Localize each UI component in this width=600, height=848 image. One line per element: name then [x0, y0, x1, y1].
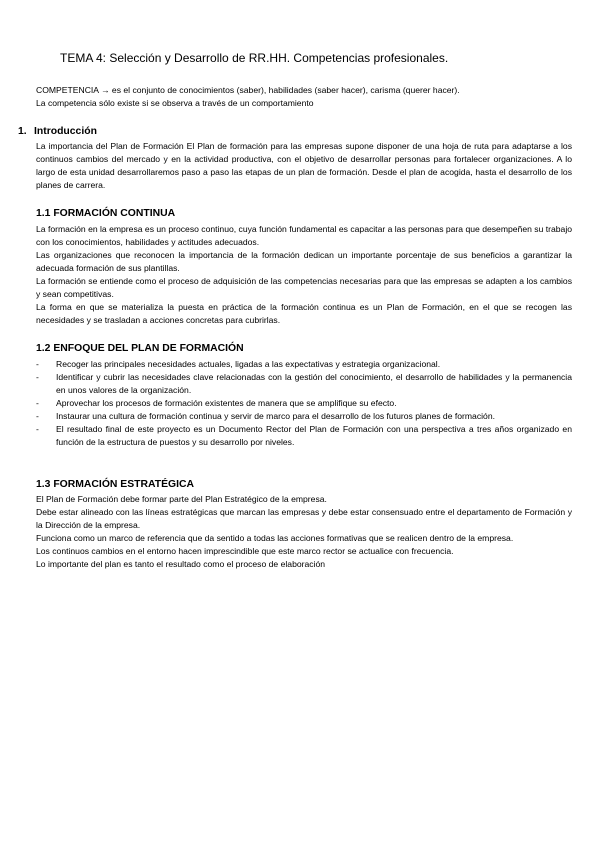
section-heading-text: Introducción	[34, 126, 97, 137]
formacion-estrategica-heading: 1.3 FORMACIÓN ESTRATÉGICA	[36, 479, 194, 490]
competencia-note: La competencia sólo existe si se observa a través de un comportamiento	[36, 98, 314, 108]
paragraph: La formación se entiende como el proceso de adquisición de las competencias necesarias para que las empresas se adapten a los cambios y sean competitivas.	[36, 276, 572, 299]
bullet-dash: -	[36, 398, 39, 408]
bullet-dash: -	[36, 372, 39, 382]
paragraph: La formación en la empresa es un proceso continuo, cuya función fundamental es capacitar a las personas para que desempeñen su trabajo con los conocimientos, habilidades y actitudes adecuados.	[36, 224, 573, 247]
competencia-definition	[36, 84, 576, 110]
bullet-dash: -	[36, 359, 39, 369]
list-item: - Instaurar una cultura de formación continua y servir de marco para el desarrollo de los futuros planes de formación.	[36, 411, 495, 421]
enfoque-plan-heading: 1.2 ENFOQUE DEL PLAN DE FORMACIÓN	[36, 343, 244, 354]
list-item: - Recoger las principales necesidades actuales, ligadas a las expectativas y estrategia organizacional.	[36, 359, 441, 369]
paragraph: Las organizaciones que reconocen la importancia de la formación dedican un importante porcentaje de sus beneficios a garantizar la adecuada formación de sus plantillas.	[36, 250, 572, 273]
list-item: - Identificar y cubrir las necesidades clave relacionadas con la gestión del conocimiento, el desarrollo de habilidades y la permanencia en unos valores de la organización.	[36, 372, 572, 395]
paragraph: El Plan de Formación debe formar parte del Plan Estratégico de la empresa.	[36, 494, 327, 504]
competencia-line: COMPETENCIA → es el conjunto de conocimientos (saber), habilidades (saber hacer), carisma (querer hacer).	[36, 85, 460, 95]
paragraph: La forma en que se materializa la puesta en práctica de la formación continua es un Plan de Formación, en el que se recogen las necesidades y se trasladan a acciones concretas para cubrirlas.	[36, 302, 572, 325]
formacion-continua-heading: 1.1 FORMACIÓN CONTINUA	[36, 208, 176, 219]
bullet-dash: -	[36, 424, 39, 434]
formacion-estrategica-body	[36, 493, 572, 571]
introduccion-paragraph: La importancia del Plan de Formación El Plan de formación para las empresas supone disponer de una hoja de ruta para adaptarse a los continuos cambios del mercado y en la actividad productiva, con el objetivo de desarrollar personas para fortalecer organizaciones. A lo largo de esta unidad desarrollaremos paso a paso las etapas de un plan de formación. Desde el plan de acogida, hasta el desarrollo de los planes de carrera.	[36, 141, 572, 190]
section-introduccion-heading	[18, 126, 578, 137]
list-item: - El resultado final de este proyecto es un Documento Rector del Plan de Formación con una perspectiva a tres años organizado en función de la estructura de puestos y su desarrollo por niveles.	[36, 424, 572, 447]
bullet-dash: -	[36, 411, 39, 421]
list-item: - Aprovechar los procesos de formación existentes de manera que se amplifique su efecto.	[36, 398, 397, 408]
document-title: TEMA 4: Selección y Desarrollo de RR.HH. Competencias profesionales.	[60, 51, 449, 65]
enfoque-plan-list	[36, 358, 572, 449]
paragraph: Debe estar alineado con las líneas estratégicas que marcan las empresas y debe estar consensuado entre el departamento de Formación y la Dirección de la empresa.	[36, 507, 572, 530]
paragraph: Funciona como un marco de referencia que da sentido a todas las acciones formativas que se realicen dentro de la empresa.	[36, 533, 514, 543]
paragraph: Los continuos cambios en el entorno hacen imprescindible que este marco rector se actualice con frecuencia.	[36, 546, 454, 556]
formacion-continua-body	[36, 223, 572, 327]
section-number: 1.	[18, 126, 27, 137]
paragraph: Lo importante del plan es tanto el resultado como el proceso de elaboración	[36, 559, 326, 569]
